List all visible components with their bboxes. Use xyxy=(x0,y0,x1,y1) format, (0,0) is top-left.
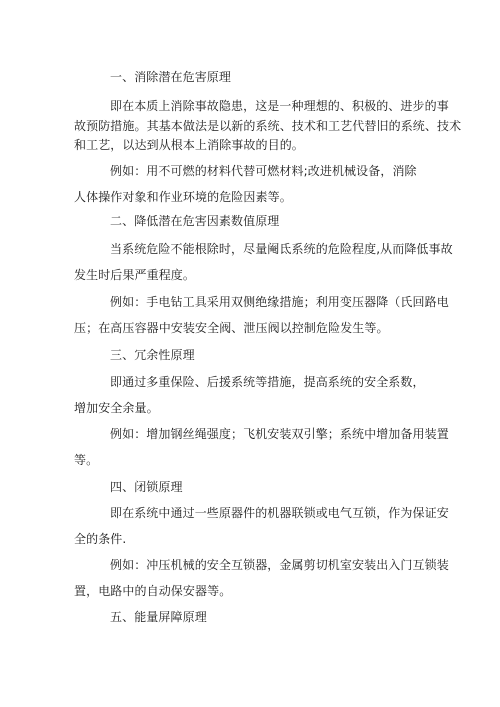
section-1-body-line-3: 和工艺，以达到从根本上消除事故的目的。 xyxy=(74,138,304,152)
section-1-body-line-2: 故预防措施。其基本做法是以新的系统、技术和工艺代替旧的系统、技术 xyxy=(74,119,462,133)
section-1-example-line-2: 人体操作对象和作业环境的危险因素等。 xyxy=(74,190,292,204)
section-4-heading: 四、闭锁原理 xyxy=(110,480,183,494)
section-2-body-line-2: 发生时后果严重程度。 xyxy=(74,268,196,282)
section-5-heading: 五、能量屏障原理 xyxy=(110,610,207,624)
section-4-example-line-2: 置，电路中的自动保安器等。 xyxy=(74,584,232,598)
section-2-body-line-1: 当系统危险不能根除时，尽量阉氐系统的危险程度,从而降低事故 xyxy=(110,242,453,256)
section-1-body-line-1: 即在本质上消除事故隐患，这是一种理想的、积极的、进步的事 xyxy=(110,99,449,113)
section-2-heading: 二、降低潜在危害因素数值原理 xyxy=(110,214,280,228)
section-3-example-line-2: 等。 xyxy=(74,453,99,467)
section-3-example-line-1: 例如：增加钢丝绳强度；飞机安装双引擎；系统中增加备用装置 xyxy=(110,427,449,441)
section-4-example-line-1: 例如：冲压机械的安全互锁器，金属剪切机室安装出入门互锁装 xyxy=(110,558,449,572)
section-3-heading: 三、冗余性原理 xyxy=(110,348,195,362)
section-4-body-line-2: 全的条件. xyxy=(74,532,127,546)
section-1-heading: 一、消除潜在危害原理 xyxy=(110,70,232,84)
section-1-example-line-1: 例如：用不可燃的材料代替可燃材料;改进机械设备，消除 xyxy=(110,164,417,178)
section-4-body-line-1: 即在系统中通过一些原器件的机器联锁或电气互锁，作为保证安 xyxy=(110,506,449,520)
section-3-body-line-2: 增加安全余量。 xyxy=(74,401,159,415)
section-2-example-line-2: 压；在高压容器中安装安全阀、泄压阀以控制危险发生等。 xyxy=(74,321,389,335)
section-2-example-line-1: 例如：手电钻工具采用双侧绝缘措施；利用变压器降（氏回路电 xyxy=(110,295,449,309)
section-3-body-line-1: 即通过多重保险、后援系统等措施，提高系统的安全系数， xyxy=(110,375,425,389)
